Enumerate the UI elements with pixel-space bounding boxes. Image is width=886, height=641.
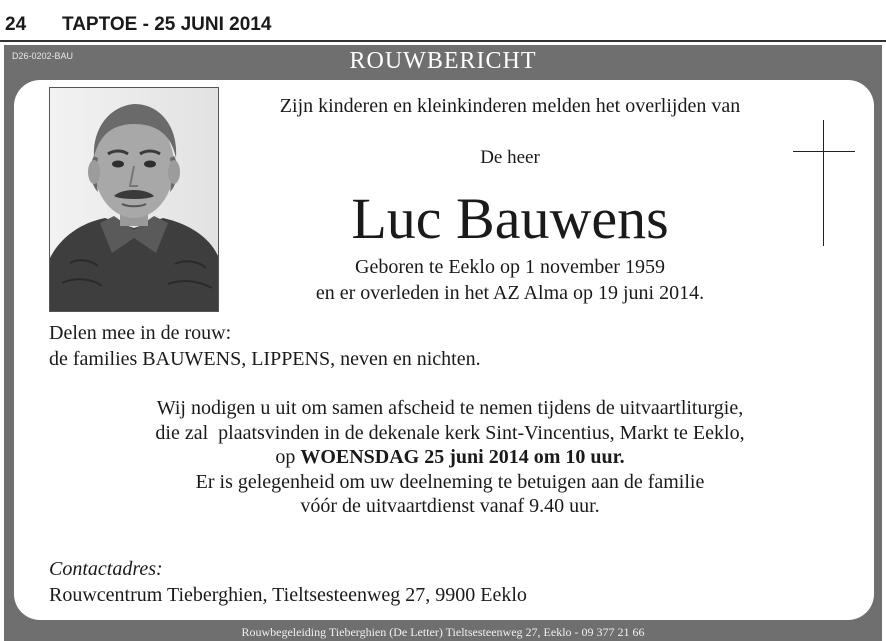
page-number: 24: [5, 14, 27, 35]
honorific: De heer: [480, 147, 540, 168]
funeral-line-4: Er is gelegenheid om uw deelneming te betuigen aan de familie: [195, 470, 705, 493]
notice-banner-title: ROUWBERICHT: [349, 48, 537, 74]
funeral-date: WOENSDAG 25 juni 2014 om 10 uur.: [300, 446, 625, 468]
intro-line: Zijn kinderen en kleinkinderen melden het overlijden van: [279, 95, 741, 117]
contact-address: Rouwcentrum Tieberghien, Tieltsesteenweg 27, 9900 Eeklo: [49, 584, 527, 606]
publication-title: TAPTOE - 25 JUNI 2014: [62, 14, 272, 35]
contact-label: Contactadres:: [49, 558, 163, 580]
cross-horizontal-bar: [793, 151, 855, 152]
funeral-line-1: Wij nodigen u uit om samen afscheid te nemen tijdens de uitvaartliturgie,: [156, 397, 744, 419]
funeral-invitation: [60, 396, 840, 519]
cross-vertical-bar: [823, 120, 824, 246]
funeral-line-2: die zal plaatsvinden in de dekenale kerk Sint-Vincentius, Markt te Eeklo,: [155, 421, 745, 444]
page-header: [0, 10, 886, 38]
notice-footer: Rouwbegeleiding Tieberghien (De Letter) Tieltsesteenweg 27, Eeklo - 09 377 21 66: [241, 625, 645, 639]
birth-line: Geboren te Eeklo op 1 november 1959: [355, 256, 665, 278]
cross-icon: [793, 120, 855, 246]
mourning-heading: Delen mee in de rouw:: [49, 322, 232, 344]
funeral-line-3: [60, 445, 840, 470]
deceased-portrait: [49, 87, 219, 312]
header-divider: [0, 40, 886, 42]
mourning-families: de families BAUWENS, LIPPENS, neven en nichten.: [49, 348, 481, 370]
death-line: en er overleden in het AZ Alma op 19 juni 2014.: [315, 282, 705, 304]
deceased-name: Luc Bauwens: [351, 186, 669, 251]
reference-code: D26-0202-BAU: [12, 51, 74, 61]
funeral-line-5: vóór de uitvaartdienst vanaf 9.40 uur.: [300, 495, 600, 517]
funeral-date-prefix: op: [275, 446, 296, 468]
